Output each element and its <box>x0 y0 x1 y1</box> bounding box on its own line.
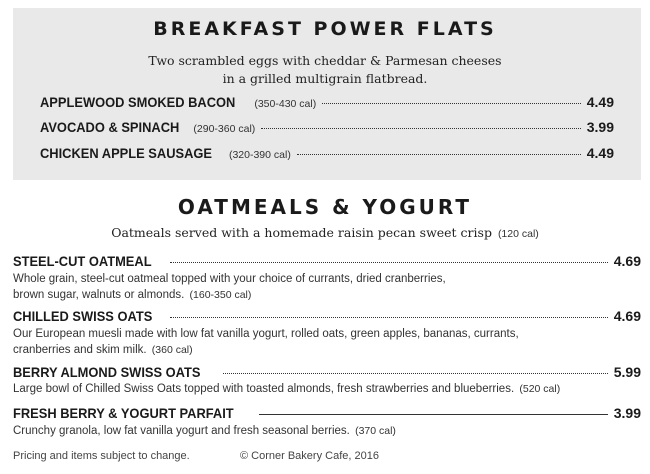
description-line <box>13 287 613 303</box>
dotted-leader <box>170 317 607 318</box>
menu-item-berry-almond-swiss-oats <box>13 364 641 380</box>
dotted-leader <box>261 128 580 129</box>
copyright-notice: © Corner Bakery Cafe, 2016 <box>240 450 379 462</box>
item-price: 3.99 <box>586 119 614 135</box>
item-name: BERRY ALMOND SWISS OATS <box>13 364 201 380</box>
leader-line <box>259 414 608 415</box>
item-calories: (370 cal) <box>355 425 396 437</box>
oatmeals-desc-text: Oatmeals served with a homemade raisin pecan sweet crisp <box>111 225 492 240</box>
item-name: CHILLED SWISS OATS <box>13 308 153 324</box>
item-price: 4.49 <box>586 145 614 161</box>
breakfast-section-description <box>0 52 650 88</box>
item-calories: (360 cal) <box>151 344 193 356</box>
description-text: Large bowl of Chilled Swiss Oats topped with toasted almonds, fresh strawberries and blueberries. <box>13 383 515 395</box>
item-calories: (520 cal) <box>519 383 561 395</box>
item-name: STEEL-CUT OATMEAL <box>13 253 152 269</box>
item-calories: (350-430 cal) <box>254 98 317 110</box>
description-line: Whole grain, steel-cut oatmeal topped with your choice of currants, dried cranberries, <box>13 273 446 285</box>
dotted-leader <box>297 154 581 155</box>
item-name: APPLEWOOD SMOKED BACON <box>40 94 236 110</box>
item-price: 3.99 <box>613 405 641 421</box>
description-line: Our European muesli made with low fat vanilla yogurt, rolled oats, green apples, bananas, currants, <box>13 328 519 340</box>
menu-item-fresh-berry-yogurt-parfait <box>13 405 641 421</box>
description-text: Crunchy granola, low fat vanilla yogurt and fresh seasonal berries. <box>13 425 350 437</box>
dotted-leader <box>322 103 581 104</box>
menu-item-chilled-swiss-oats <box>13 308 641 324</box>
item-description-chilled-swiss-oats <box>13 326 613 358</box>
menu-item-avocado-spinach <box>40 119 614 135</box>
item-name: AVOCADO & SPINACH <box>40 119 180 135</box>
item-price: 4.69 <box>613 308 641 324</box>
oatmeals-section-description <box>0 224 650 243</box>
item-name: CHICKEN APPLE SAUSAGE <box>40 145 212 161</box>
oatmeals-section-title: OATMEALS & YOGURT <box>177 195 473 219</box>
item-description-fresh-berry-yogurt-parfait <box>13 423 613 439</box>
item-description-berry-almond-swiss-oats <box>13 381 641 397</box>
item-price: 5.99 <box>613 364 641 380</box>
description-text: cranberries and skim milk. <box>13 344 147 356</box>
dotted-leader <box>223 373 608 374</box>
breakfast-desc-line-1: Two scrambled eggs with cheddar & Parmesan cheeses <box>148 53 502 68</box>
menu-item-applewood-smoked-bacon <box>40 94 614 110</box>
description-line <box>13 342 613 358</box>
item-price: 4.69 <box>613 253 641 269</box>
description-line <box>13 423 613 439</box>
description-line <box>13 381 641 397</box>
oatmeals-desc-calories: (120 cal) <box>497 228 539 240</box>
item-calories: (160-350 cal) <box>189 289 252 301</box>
dotted-leader <box>170 262 608 263</box>
description-text: brown sugar, walnuts or almonds. <box>13 289 185 301</box>
item-description-steel-cut-oatmeal <box>13 271 613 303</box>
item-calories: (290-360 cal) <box>193 123 256 135</box>
item-price: 4.49 <box>586 94 614 110</box>
pricing-note: Pricing and items subject to change. <box>13 450 190 462</box>
item-calories: (320-390 cal) <box>228 149 291 161</box>
breakfast-desc-line-2: in a grilled multigrain flatbread. <box>222 71 428 86</box>
menu-item-steel-cut-oatmeal <box>13 253 641 269</box>
breakfast-section-title: BREAKFAST POWER FLATS <box>153 18 497 40</box>
menu-item-chicken-apple-sausage <box>40 145 614 161</box>
item-name: FRESH BERRY & YOGURT PARFAIT <box>13 405 234 421</box>
